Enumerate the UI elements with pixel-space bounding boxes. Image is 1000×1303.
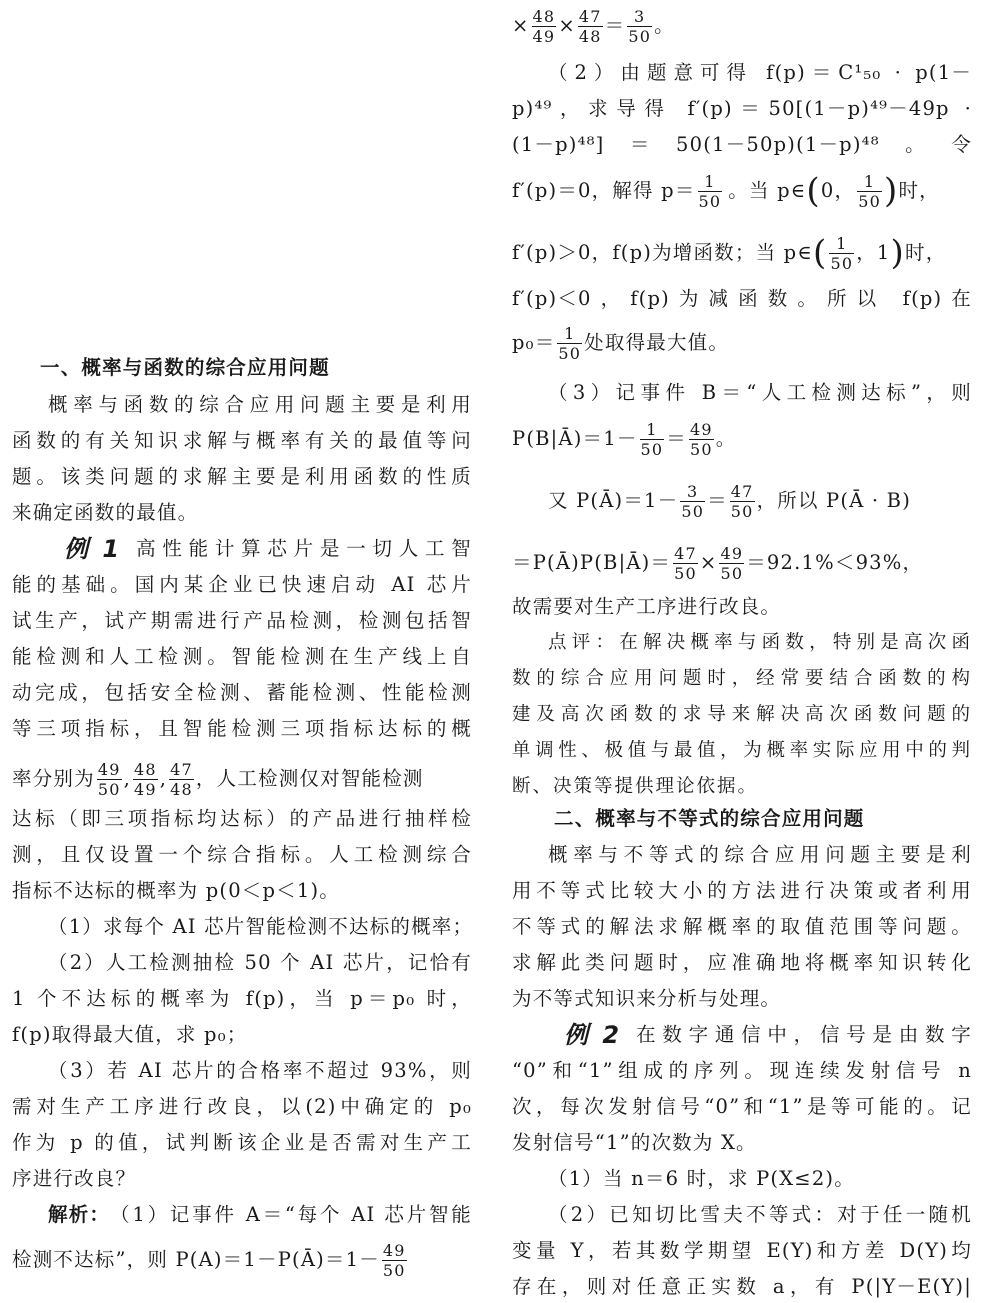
section2-heading: 二、概率与不等式的综合应用问题	[554, 807, 865, 830]
fraction-47-48: $\frac{47}{48}$	[578, 6, 602, 46]
fraction-1-50-c: $\frac{1}{50}$	[830, 233, 854, 273]
solution3-line-1: （3）记事件 B＝“人工检测达标”，则	[548, 381, 972, 404]
analysis-line-2	[12, 1238, 472, 1282]
after-rate-1: 达标（即三项指标均达标）的产品进行抽样检	[12, 807, 472, 830]
fraction-rate-2: $\frac{48}{49}$	[133, 759, 157, 799]
solution3-line-2: P(B|Ā)＝1－ $\frac{1}{50}$ ＝ $\frac{49}{50}$ 。	[512, 419, 737, 459]
example2-question-2-line-3: 存在，则对任意正实数 a，有 P(|Y－E(Y)|	[512, 1275, 972, 1298]
fraction-1-50-e: $\frac{1}{50}$	[640, 419, 664, 459]
question-3-line-1: （3）若 AI 芯片的合格率不超过 93%，则	[48, 1059, 472, 1082]
example1-first-line	[64, 536, 472, 562]
after-rate-2: 测，且仅设置一个综合指标。人工检测综合	[12, 843, 472, 866]
analysis-text-1: （1）记事件 A＝“每个 AI 芯片智能	[110, 1203, 472, 1226]
paren-close: )	[883, 171, 899, 211]
fraction-analysis: $\frac{49}{50}$	[382, 1240, 406, 1280]
intro-line-1: 概率与函数的综合应用问题主要是利用	[48, 393, 472, 416]
solution2-line-7: p₀＝ $\frac{1}{50}$ 处取得最大值。	[512, 323, 730, 363]
question-2-line-2: 1 个不达标的概率为 f(p)，当 p＝p₀ 时，	[12, 987, 472, 1010]
intro-line-4: 来确定函数的最值。	[12, 501, 199, 524]
question-3-line-3: 作为 p 的值，试判断该企业是否需对生产工	[12, 1131, 472, 1154]
example1-text-1: 高性能计算芯片是一切人工智	[136, 537, 472, 560]
analysis-label: 解析：	[48, 1203, 111, 1226]
fraction-3-50: $\frac{3}{50}$	[681, 481, 705, 521]
solution3-line-5: 故需要对生产工序进行改良。	[512, 595, 782, 618]
equals-sign: ＝	[604, 14, 626, 37]
rates-line: 率分别为 $\frac{49}{50}$ , $\frac{48}{49}$ , $\frac{47}{48}$ ，人工检测仅对智能检测	[12, 759, 424, 799]
section2-intro-5: 为不等式知识来分析与处理。	[512, 987, 782, 1010]
section1-heading: 一、概率与函数的综合应用问题	[40, 356, 330, 379]
example2-text-3: 次，每次发射信号“0”和“1”是等可能的。记	[512, 1095, 972, 1118]
comment-line-2: 数的综合应用问题时，经常要结合函数的构	[512, 668, 972, 689]
after-rate-3: 指标不达标的概率为 p(0＜p＜1)。	[12, 879, 340, 902]
rate-suffix: ，人工检测仅对智能检测	[195, 767, 424, 790]
intro-line-2: 函数的有关知识求解与概率有关的最值等问	[12, 429, 472, 452]
example2-question-1: （1）当 n＝6 时，求 P(X≤2)。	[548, 1167, 855, 1190]
example2-label: 例 2	[564, 1021, 623, 1049]
section2-intro-2: 用不等式比较大小的方法进行决策或者利用	[512, 879, 972, 902]
fraction-47-50-b: $\frac{47}{50}$	[674, 543, 697, 583]
analysis-line-1	[48, 1202, 472, 1228]
analysis-text-2: 检测不达标”，则 P(A)＝1－P(Ā)＝1－	[12, 1248, 380, 1271]
solution2-line-5: f′(p)＞0，f(p)为增函数；当 p∈ ( $\frac{1}{50}$ ，1 ) 时，	[512, 233, 947, 273]
period: 。	[654, 14, 675, 37]
solution2-line-6: f′(p)＜0，f(p)为减函数。所以 f(p)在	[512, 287, 972, 310]
fraction-48-49: $\frac{48}{49}$	[532, 6, 556, 46]
solution2-line-2: p)⁴⁹，求导得 f′(p)＝50[(1－p)⁴⁹－49p ·	[512, 97, 972, 120]
example2-text-4: 发射信号“1”的次数为 X。	[512, 1131, 757, 1154]
fraction-49-50-b: $\frac{49}{50}$	[720, 543, 744, 583]
example2-text-2: “0”和“1”组成的序列。现连续发射信号 n	[512, 1059, 972, 1082]
fraction-1-50-a: $\frac{1}{50}$	[698, 171, 722, 211]
solution2-line-1: （2）由题意可得 f(p)＝C¹₅₀ · p(1－	[548, 61, 972, 84]
example1-text-3: 试生产，试产期需进行产品检测，检测包括智	[12, 609, 472, 632]
question-3-line-4: 序进行改良？	[12, 1167, 137, 1190]
section2-intro-4: 求解此类问题时，应准确地将概率知识转化	[512, 951, 972, 974]
question-3-line-2: 需对生产工序进行改良，以(2)中确定的 p₀	[12, 1095, 472, 1118]
fraction-3-50-top: $\frac{3}{50}$	[628, 6, 652, 46]
solution2-line-3: (1－p)⁴⁸]＝50(1－50p)(1－p)⁴⁸。令	[512, 133, 972, 156]
example2-question-2-line-2: 变量 Y，若其数学期望 E(Y)和方差 D(Y)均	[512, 1239, 972, 1262]
solution3-line-3: 又 P(Ā)＝1－ $\frac{3}{50}$ ＝ $\frac{47}{50}$ ，所以 P(Ā · B)	[548, 481, 912, 521]
example1-text-5: 动完成，包括安全检测、蓄能检测、性能检测	[12, 681, 472, 704]
continuation-line	[512, 4, 972, 48]
example2-question-2-line-1: （2）已知切比雪夫不等式：对于任一随机	[548, 1203, 972, 1226]
question-2-line-3: f(p)取得最大值，求 p₀；	[12, 1023, 248, 1046]
section2-intro-3: 不等式的解法求解概率的取值范围等问题。	[512, 915, 972, 938]
example2-first-line	[564, 1022, 972, 1048]
comment-line-4: 单调性、极值与最值，为概率实际应用中的判	[512, 740, 972, 761]
example2-text-1: 在数字通信中，信号是由数字	[636, 1023, 972, 1046]
example1-text-4: 能检测和人工检测。智能检测在生产线上自	[12, 645, 472, 668]
example1-text-6: 等三项指标，且智能检测三项指标达标的概	[12, 717, 472, 740]
paren-open: (	[806, 171, 821, 211]
example1-label: 例 1	[64, 535, 123, 563]
comment-line-5: 断、决策等提供理论依据。	[512, 776, 759, 797]
solution3-line-4: ＝P(Ā)P(B|Ā)＝ $\frac{47}{50}$ × $\frac{49}{50}$ ＝92.1%＜93%，	[512, 543, 924, 583]
times-sign-1: ×	[512, 14, 530, 37]
rate-prefix: 率分别为	[12, 767, 95, 790]
fraction-49-50-a: $\frac{49}{50}$	[690, 419, 713, 459]
comment-line-1: 点评：在解决概率与函数，特别是高次函	[548, 632, 972, 653]
example1-text-2: 能的基础。国内某企业已快速启动 AI 芯片	[12, 573, 472, 596]
section2-intro-1: 概率与不等式的综合应用问题主要是利	[548, 843, 972, 866]
fraction-47-50-a: $\frac{47}{50}$	[730, 481, 754, 521]
times-sign-2: ×	[558, 14, 576, 37]
fraction-rate-1: $\frac{49}{50}$	[97, 759, 121, 799]
fraction-1-50-b: $\frac{1}{50}$	[858, 171, 881, 211]
question-2-line-1: （2）人工检测抽检 50 个 AI 芯片，记恰有	[48, 951, 472, 974]
intro-line-3: 题。该类问题的求解主要是利用函数的性质	[12, 465, 472, 488]
fraction-rate-3: $\frac{47}{48}$	[170, 759, 193, 799]
solution2-line-4: f′(p)＝0，解得 p＝ $\frac{1}{50}$ 。当 p∈ ( 0， $\frac{1}{50}$ ) 时，	[512, 171, 940, 211]
question-1: （1）求每个 AI 芯片智能检测不达标的概率；	[48, 915, 474, 938]
comment-line-3: 建及高次函数的求导来解决高次函数问题的	[512, 704, 972, 725]
fraction-1-50-d: $\frac{1}{50}$	[558, 323, 582, 363]
